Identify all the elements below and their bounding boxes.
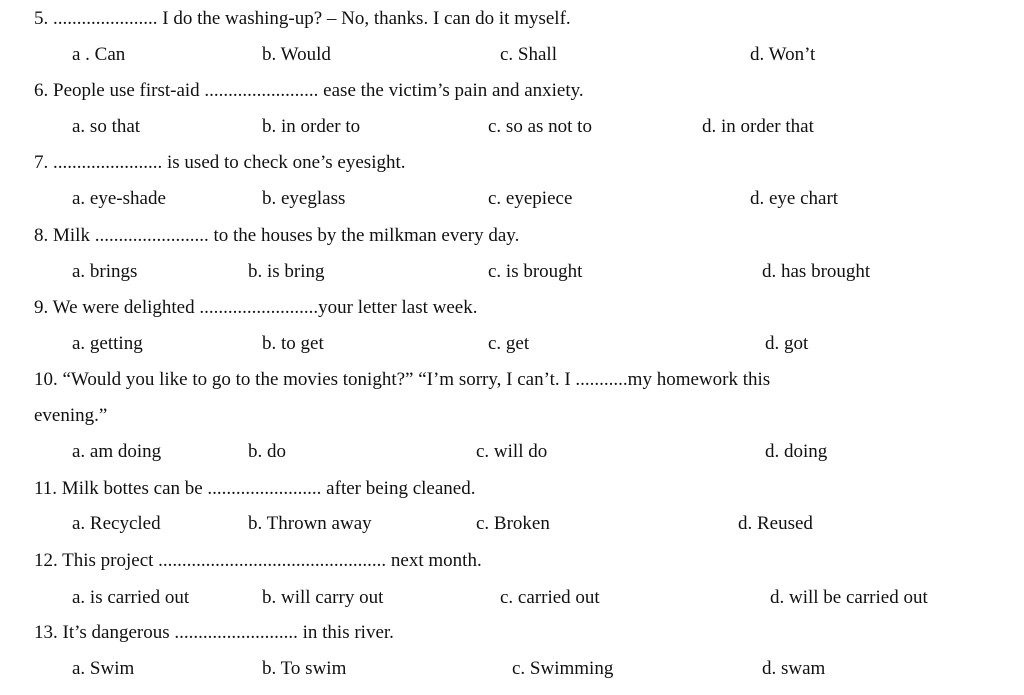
q11-option-b[interactable]: b. Thrown away — [248, 513, 372, 534]
q8-option-b[interactable]: b. is bring — [248, 261, 325, 282]
q13-option-b[interactable]: b. To swim — [262, 658, 347, 679]
q13-option-d[interactable]: d. swam — [762, 658, 826, 679]
q6-option-a[interactable]: a. so that — [72, 116, 141, 137]
question-8: 8. Milk ........................ to the houses by the milkman every day. — [34, 225, 520, 246]
q9-option-c[interactable]: c. get — [488, 333, 530, 354]
q11-option-a[interactable]: a. Recycled — [72, 513, 161, 534]
q8-option-c[interactable]: c. is brought — [488, 261, 583, 282]
q5-option-a[interactable]: a . Can — [72, 44, 126, 65]
question-10: 10. “Would you like to go to the movies tonight?” “I’m sorry, I can’t. I ...........my homework this — [34, 369, 771, 390]
q6-option-d[interactable]: d. in order that — [702, 116, 814, 137]
question-5: 5. ...................... I do the washing-up? – No, thanks. I can do it myself. — [34, 8, 571, 29]
q11-option-c[interactable]: c. Broken — [476, 513, 550, 534]
q10-option-c[interactable]: c. will do — [476, 441, 548, 462]
q9-option-d[interactable]: d. got — [765, 333, 809, 354]
q10-option-a[interactable]: a. am doing — [72, 441, 162, 462]
q9-option-b[interactable]: b. to get — [262, 333, 324, 354]
question-9: 9. We were delighted .........................your letter last week. — [34, 297, 478, 318]
q6-option-b[interactable]: b. in order to — [262, 116, 361, 137]
question-7: 7. ....................... is used to check one’s eyesight. — [34, 152, 406, 173]
q6-option-c[interactable]: c. so as not to — [488, 116, 592, 137]
q8-option-a[interactable]: a. brings — [72, 261, 138, 282]
q11-option-d[interactable]: d. Reused — [738, 513, 813, 534]
question-12: 12. This project ................................................ next month. — [34, 550, 482, 571]
q12-option-d[interactable]: d. will be carried out — [770, 587, 928, 608]
q7-option-d[interactable]: d. eye chart — [750, 188, 839, 209]
q5-option-b[interactable]: b. Would — [262, 44, 331, 65]
q8-option-d[interactable]: d. has brought — [762, 261, 871, 282]
q7-option-a[interactable]: a. eye-shade — [72, 188, 166, 209]
q5-option-c[interactable]: c. Shall — [500, 44, 557, 65]
question-10-continued: evening.” — [34, 405, 108, 426]
q10-option-d[interactable]: d. doing — [765, 441, 828, 462]
question-11: 11. Milk bottes can be ........................ after being cleaned. — [34, 478, 476, 499]
q12-option-b[interactable]: b. will carry out — [262, 587, 384, 608]
q12-option-a[interactable]: a. is carried out — [72, 587, 190, 608]
q13-option-a[interactable]: a. Swim — [72, 658, 135, 679]
q9-option-a[interactable]: a. getting — [72, 333, 143, 354]
q13-option-c[interactable]: c. Swimming — [512, 658, 614, 679]
question-6: 6. People use first-aid ........................ ease the victim’s pain and anxiety. — [34, 80, 584, 101]
question-13: 13. It’s dangerous .......................... in this river. — [34, 622, 394, 643]
q5-option-d[interactable]: d. Won’t — [750, 44, 816, 65]
q12-option-c[interactable]: c. carried out — [500, 587, 600, 608]
q10-option-b[interactable]: b. do — [248, 441, 286, 462]
q7-option-b[interactable]: b. eyeglass — [262, 188, 346, 209]
q7-option-c[interactable]: c. eyepiece — [488, 188, 573, 209]
